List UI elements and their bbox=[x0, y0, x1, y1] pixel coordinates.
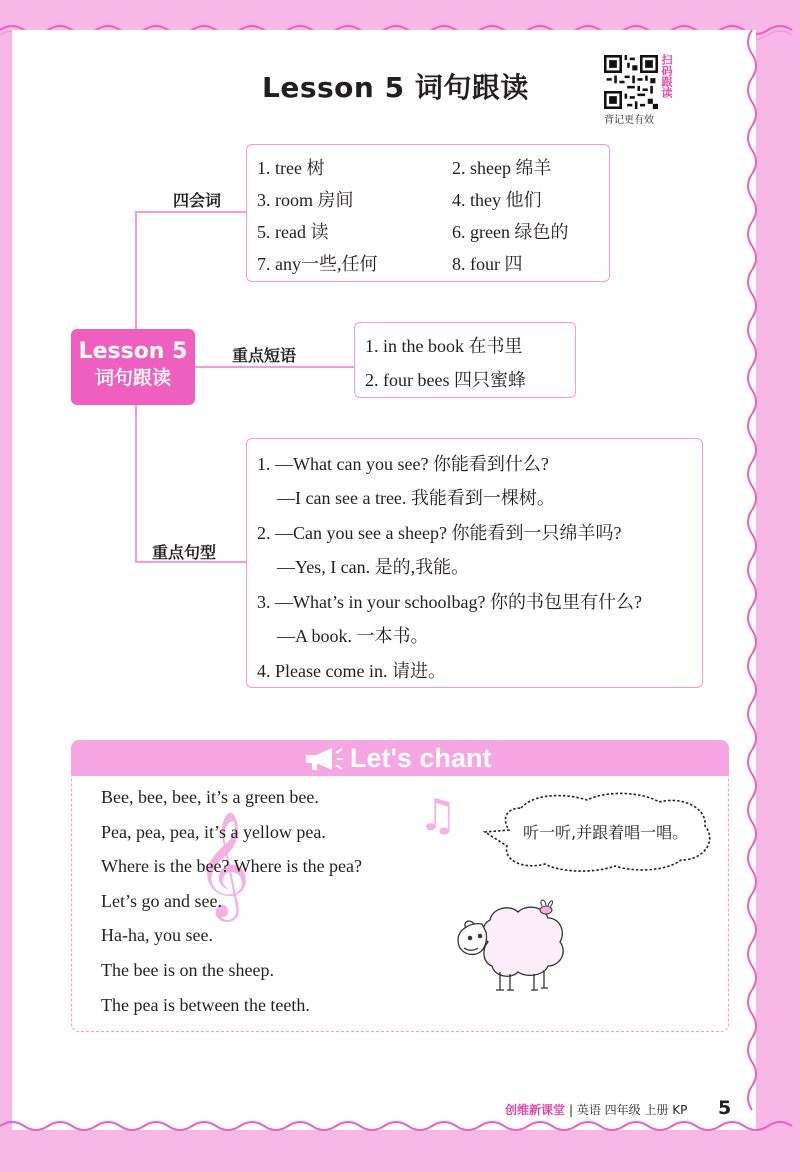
treble-clef-icon: 𝄞 bbox=[196, 810, 251, 917]
sentence-item: 4. Please come in. 请进。 bbox=[257, 661, 446, 681]
chant-line: The pea is between the teeth. bbox=[101, 994, 310, 1015]
sheep-illustration-icon bbox=[452, 896, 572, 996]
phrase-item: 2. four bees 四只蜜蜂 bbox=[365, 370, 526, 390]
word-item: 6. green 绿色的 bbox=[452, 222, 569, 242]
trunk-line-top bbox=[135, 212, 137, 330]
qr-caption: 背记更有效 bbox=[604, 115, 654, 126]
sentence-item: 3. —What’s in your schoolbag? 你的书包里有什么? bbox=[257, 592, 642, 612]
qr-code-icon[interactable] bbox=[604, 55, 658, 109]
chant-line: The bee is on the sheep. bbox=[101, 959, 274, 980]
chant-line: Let’s go and see. bbox=[101, 890, 222, 911]
word-item: 2. sheep 绵羊 bbox=[452, 158, 552, 178]
chant-lyrics bbox=[101, 787, 362, 1029]
branch-phrases-line bbox=[195, 366, 355, 368]
word-item: 1. tree 树 bbox=[257, 158, 325, 178]
words-box bbox=[246, 144, 610, 282]
sentence-item: 2. —Can you see a sheep? 你能看到一只绵羊吗? bbox=[257, 523, 622, 543]
sentence-item: —A book. 一本书。 bbox=[277, 626, 429, 646]
qr-side-label: 扫码跟读 bbox=[660, 54, 673, 98]
sentence-item: —Yes, I can. 是的,我能。 bbox=[277, 557, 470, 577]
bottom-wavy-border bbox=[0, 1118, 800, 1142]
sentences-branch-label: 重点句型 bbox=[152, 543, 217, 562]
word-item: 8. four 四 bbox=[452, 254, 523, 274]
words-branch-label: 四会词 bbox=[173, 191, 222, 210]
sentence-item: 1. —What can you see? 你能看到什么? bbox=[257, 454, 549, 474]
chant-line: Where is the bee? Where is the pea? bbox=[101, 856, 363, 877]
word-item: 3. room 房间 bbox=[257, 190, 354, 210]
chant-title: Let's chant bbox=[350, 743, 492, 773]
megaphone-icon bbox=[302, 745, 344, 773]
music-note-icon: ♫ bbox=[418, 790, 458, 841]
chant-line: Pea, pea, pea, it’s a yellow pea. bbox=[101, 821, 326, 842]
word-item: 5. read 读 bbox=[257, 222, 329, 242]
center-badge-line1: Lesson 5 bbox=[78, 339, 188, 364]
chant-line: Ha-ha, you see. bbox=[101, 925, 213, 946]
right-wavy-border bbox=[740, 30, 764, 1130]
branch-words-line bbox=[135, 211, 247, 213]
chant-line: Bee, bee, bee, it’s a green bee. bbox=[101, 787, 319, 807]
word-item: 4. they 他们 bbox=[452, 190, 542, 210]
center-badge-line2: 词句跟读 bbox=[94, 367, 171, 389]
footer-brand: 创维新课堂 bbox=[505, 1103, 566, 1117]
phrases-box bbox=[354, 322, 576, 398]
word-item: 7. any一些,任何 bbox=[257, 254, 378, 274]
speech-bubble-text: 听一听,并跟着唱一唱。 bbox=[523, 823, 689, 842]
sentences-box bbox=[246, 438, 703, 688]
center-lesson-badge bbox=[71, 329, 195, 405]
phrases-branch-label: 重点短语 bbox=[232, 346, 297, 365]
trunk-line-bottom bbox=[135, 404, 137, 562]
sentence-item: —I can see a tree. 我能看到一棵树。 bbox=[277, 488, 555, 508]
page-title: Lesson 5 词句跟读 bbox=[262, 71, 529, 104]
phrase-item: 1. in the book 在书里 bbox=[365, 336, 523, 356]
page-number: 5 bbox=[718, 1097, 732, 1119]
footer-info: | 英语 四年级 上册 KP bbox=[569, 1103, 688, 1117]
